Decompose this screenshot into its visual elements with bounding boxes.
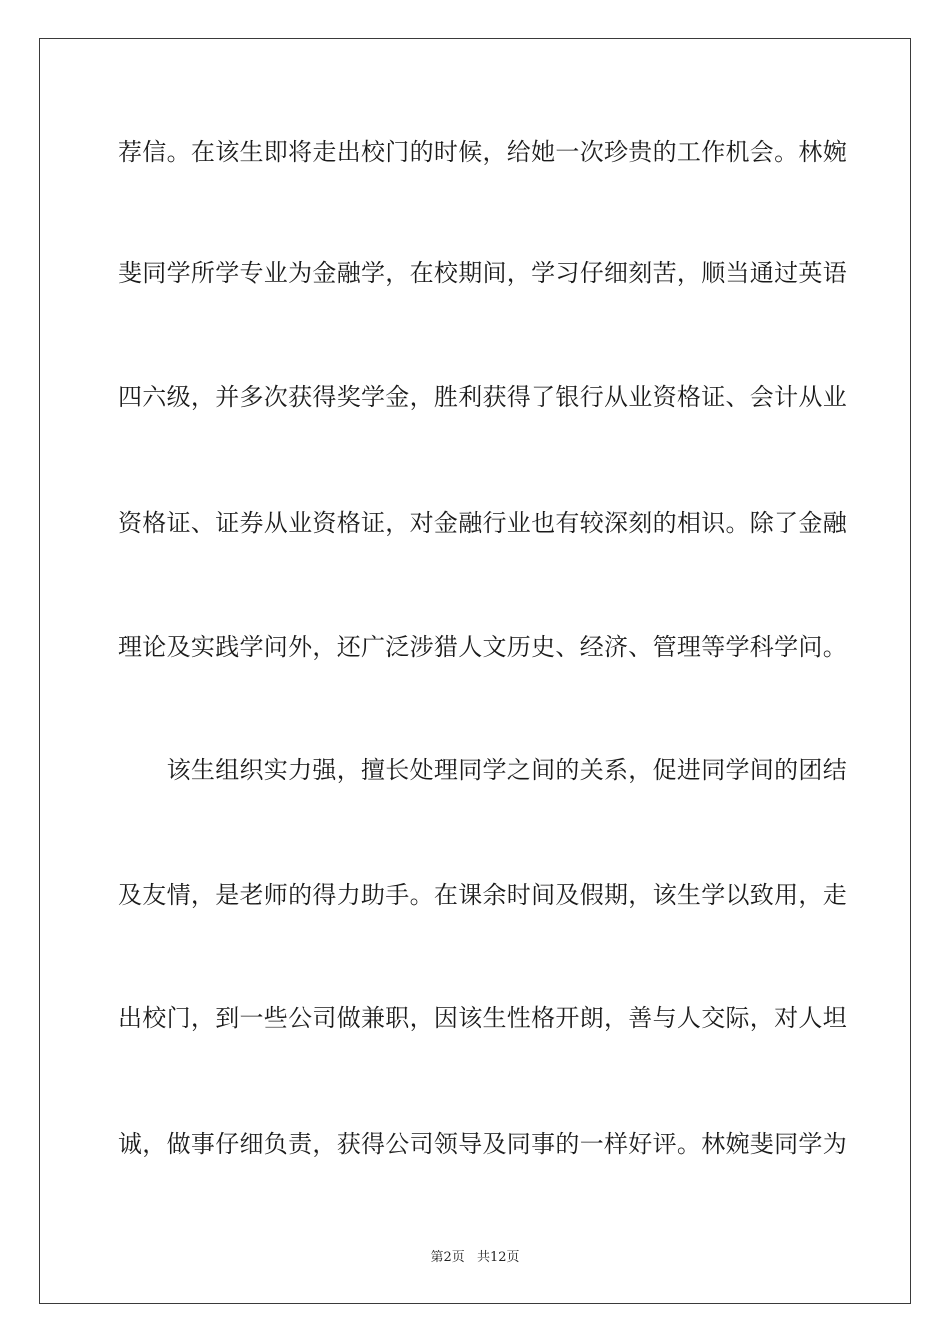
page-border (39, 38, 911, 1304)
text-line: 出校门，到一些公司做兼职，因该生性格开朗，善与人交际，对人坦 (118, 1004, 847, 1032)
page-footer (0, 1246, 950, 1265)
text-line: 诚，做事仔细负责，获得公司领导及同事的一样好评。林婉斐同学为 (118, 1130, 847, 1158)
text-line: 理论及实践学问外，还广泛涉猎人文历史、经济、管理等学科学问。 (118, 633, 847, 661)
text-line: 资格证、证券从业资格证，对金融行业也有较深刻的相识。除了金融 (118, 509, 847, 537)
text-line: 斐同学所学专业为金融学，在校期间，学习仔细刻苦，顺当通过英语 (118, 259, 847, 287)
text-line: 及友情，是老师的得力助手。在课余时间及假期，该生学以致用，走 (118, 881, 847, 909)
page-number: 第2页 (430, 1250, 465, 1265)
text-line: 四六级，并多次获得奖学金，胜利获得了银行从业资格证、会计从业 (118, 383, 847, 411)
text-line: 荐信。在该生即将走出校门的时候，给她一次珍贵的工作机会。林婉 (118, 138, 847, 166)
page-total: 共12页 (476, 1250, 520, 1265)
text-line: 该生组织实力强，擅长处理同学之间的关系，促进同学间的团结 (118, 756, 847, 784)
